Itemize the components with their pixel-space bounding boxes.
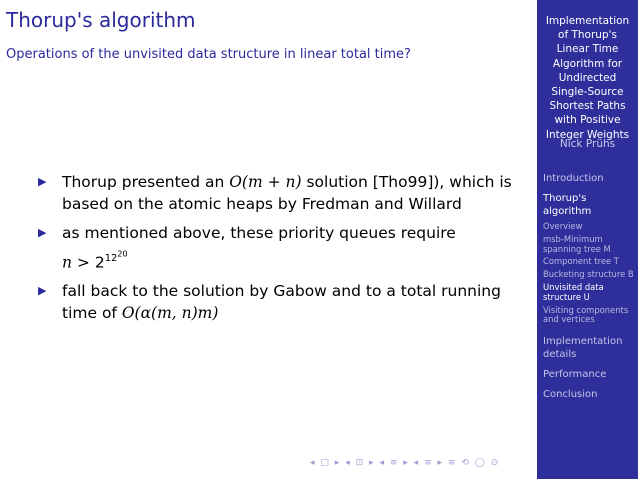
nav-prev-subsection-icon[interactable]: ◂	[379, 458, 384, 468]
bullet-text-part: as mentioned above, these priority queues require	[62, 224, 456, 242]
bullet-text	[62, 171, 528, 215]
sidebar-section-conclusion[interactable]: Conclusion	[543, 389, 598, 401]
nav-next-section-icon[interactable]: ▸	[437, 458, 443, 468]
title-line: Integer Weights	[545, 128, 630, 141]
bullet-item	[38, 222, 528, 273]
nav-prev-slide-icon[interactable]: ◂	[345, 458, 350, 468]
beamer-navigation-bar	[310, 458, 501, 468]
bullet-text-part: fall back to the solution by Gabow and to a total running time of	[62, 282, 501, 323]
sidebar-section-thorups-algorithm[interactable]: Thorup's algorithm	[543, 193, 592, 217]
math-expression: O(m + n)	[229, 173, 302, 191]
bullet-triangle-icon: ▶	[38, 226, 47, 239]
nav-next-subsection-icon[interactable]: ▸	[403, 458, 408, 468]
sidebar-section-implementation-details[interactable]: Implementation details	[543, 336, 623, 361]
bullet-text	[62, 280, 528, 324]
nav-forward-icon[interactable]: ⊙	[490, 458, 499, 468]
math-exponent	[104, 250, 128, 265]
nav-section-icon[interactable]: ≡	[424, 458, 432, 468]
title-line: Undirected	[558, 71, 617, 84]
sidebar-subsection-visiting-components[interactable]: Visiting components and vertices	[543, 304, 629, 325]
slide-content	[38, 171, 528, 331]
sidebar-section-performance[interactable]: Performance	[543, 369, 607, 381]
sidebar	[537, 0, 638, 479]
bullet-item	[38, 280, 528, 324]
sidebar-author[interactable]: Nick Prühs	[559, 138, 616, 150]
bullet-text-part: Thorup presented an	[62, 173, 230, 191]
bullet-triangle-icon: ▶	[38, 284, 47, 298]
nav-frame-icon[interactable]: □	[320, 458, 329, 468]
bullet-text-part: solution [Tho99]), which is based on the atomic heaps by Fredman and Willard	[62, 173, 512, 213]
nav-subsection-icon[interactable]: ≡	[389, 458, 398, 468]
frame-title: Thorup's algorithm	[6, 8, 196, 32]
nav-document-icon[interactable]: ≡	[447, 458, 456, 468]
title-line: of Thorup's	[558, 29, 617, 42]
nav-back-icon[interactable]: ⟲	[461, 458, 469, 468]
bullet-text	[62, 222, 528, 273]
math-expression: O(α(m, n)m)	[121, 304, 219, 323]
sidebar-subsection-bucketing-structure[interactable]: Bucketing structure B	[543, 269, 634, 280]
title-line: Shortest Paths	[549, 100, 626, 113]
title-line: Implementation	[545, 15, 630, 27]
nav-prev-frame-icon[interactable]: ◂	[310, 458, 315, 468]
bullet-item	[38, 171, 528, 215]
nav-slide-icon[interactable]: ⊡	[355, 458, 364, 468]
sidebar-subsection-component-tree[interactable]: Component tree T	[543, 256, 619, 267]
sidebar-navigation	[543, 172, 637, 408]
title-line: with Positive	[554, 114, 621, 127]
sidebar-talk-title[interactable]	[537, 14, 638, 142]
title-line: Linear Time	[556, 43, 619, 56]
exponent-base: 12	[104, 253, 118, 265]
sidebar-subsection-overview[interactable]: Overview	[543, 221, 583, 231]
exponent-exponent: 20	[117, 250, 128, 259]
math-operator: > 2	[71, 253, 105, 272]
nav-next-frame-icon[interactable]: ▸	[334, 458, 340, 468]
nav-search-icon[interactable]: ◯	[474, 458, 485, 468]
sidebar-subsection-msb-spanning-tree[interactable]: msb-Minimum spanning tree M	[543, 233, 611, 254]
math-variable: n	[62, 253, 72, 272]
bullet-triangle-icon: ▶	[38, 175, 47, 188]
title-line: Single-Source	[551, 86, 624, 99]
sidebar-section-introduction[interactable]: Introduction	[543, 173, 604, 184]
nav-next-slide-icon[interactable]: ▸	[369, 458, 374, 468]
sidebar-subsection-unvisited-data-structure[interactable]: Unvisited data structure U	[543, 281, 604, 302]
nav-prev-section-icon[interactable]: ◂	[413, 458, 419, 468]
frame-subtitle: Operations of the unvisited data structure in linear total time?	[6, 47, 411, 62]
title-line: Algorithm for	[552, 57, 623, 70]
